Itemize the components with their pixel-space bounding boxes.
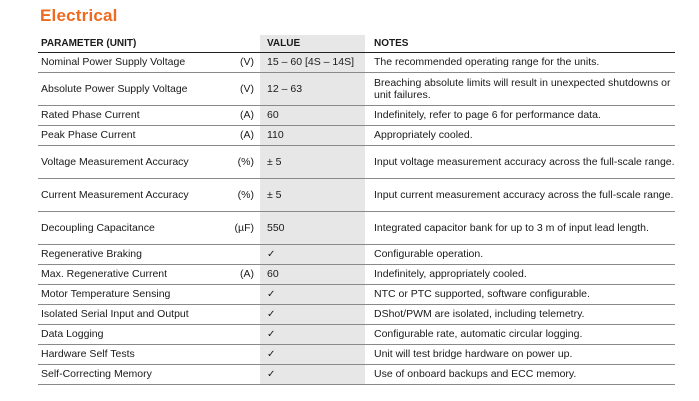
parameter-cell: Voltage Measurement Accuracy <box>38 146 228 179</box>
parameter-cell: Absolute Power Supply Voltage <box>38 73 228 106</box>
value-cell <box>260 245 365 265</box>
parameter-cell: Decoupling Capacitance <box>38 212 228 245</box>
section-title: Electrical <box>40 6 118 25</box>
value-cell <box>260 305 365 325</box>
value-cell <box>260 325 365 345</box>
value-cell <box>260 285 365 305</box>
notes-cell: Configurable operation. <box>365 245 675 265</box>
header-value: VALUE <box>260 35 365 53</box>
notes-cell: The recommended operating range for the units. <box>365 53 675 73</box>
parameter-cell: Current Measurement Accuracy <box>38 179 228 212</box>
table-row <box>38 345 675 365</box>
notes-cell: Indefinitely, appropriately cooled. <box>365 265 675 285</box>
unit-cell: (A) <box>228 265 260 285</box>
parameter-cell: Nominal Power Supply Voltage <box>38 53 228 73</box>
notes-cell: DShot/PWM are isolated, including telemetry. <box>365 305 675 325</box>
value-cell: ± 5 <box>260 146 365 179</box>
notes-cell: Integrated capacitor bank for up to 3 m of input lead length. <box>365 212 675 245</box>
value-cell: 60 <box>260 106 365 126</box>
value-cell: 550 <box>260 212 365 245</box>
parameter-cell: Data Logging <box>38 325 228 345</box>
unit-cell <box>228 345 260 365</box>
value-cell: 15 – 60 [4S – 14S] <box>260 53 365 73</box>
parameter-cell: Regenerative Braking <box>38 245 228 265</box>
notes-cell: NTC or PTC supported, software configurable. <box>365 285 675 305</box>
checkmark-icon: ✓ <box>267 328 276 340</box>
checkmark-icon: ✓ <box>267 368 276 380</box>
notes-cell: Indefinitely, refer to page 6 for performance data. <box>365 106 675 126</box>
parameter-cell: Rated Phase Current <box>38 106 228 126</box>
table-row <box>38 265 675 285</box>
value-cell: 12 – 63 <box>260 73 365 106</box>
checkmark-icon: ✓ <box>267 348 276 360</box>
notes-cell: Breaching absolute limits will result in unexpected shutdowns or unit failures. <box>365 73 675 106</box>
table-row <box>38 179 675 212</box>
unit-cell: (A) <box>228 126 260 146</box>
checkmark-icon: ✓ <box>267 308 276 320</box>
notes-cell: Use of onboard backups and ECC memory. <box>365 365 675 385</box>
value-cell <box>260 365 365 385</box>
parameter-cell: Isolated Serial Input and Output <box>38 305 228 325</box>
notes-cell: Appropriately cooled. <box>365 126 675 146</box>
notes-cell: Input voltage measurement accuracy across the full-scale range. <box>365 146 675 179</box>
table-row <box>38 365 675 385</box>
table-header-row <box>38 35 675 53</box>
table-row <box>38 53 675 73</box>
checkmark-icon: ✓ <box>267 248 276 260</box>
value-cell <box>260 345 365 365</box>
unit-cell <box>228 365 260 385</box>
value-cell: ± 5 <box>260 179 365 212</box>
unit-cell <box>228 325 260 345</box>
notes-cell: Configurable rate, automatic circular logging. <box>365 325 675 345</box>
table-row <box>38 305 675 325</box>
table-row <box>38 73 675 106</box>
unit-cell: (V) <box>228 73 260 106</box>
table-row <box>38 212 675 245</box>
table-row <box>38 146 675 179</box>
notes-cell: Input current measurement accuracy across the full-scale range. <box>365 179 675 212</box>
unit-cell <box>228 305 260 325</box>
parameter-cell: Hardware Self Tests <box>38 345 228 365</box>
checkmark-icon: ✓ <box>267 288 276 300</box>
value-cell: 110 <box>260 126 365 146</box>
header-notes: NOTES <box>365 35 675 53</box>
parameter-cell: Peak Phase Current <box>38 126 228 146</box>
table-row <box>38 285 675 305</box>
table-row <box>38 126 675 146</box>
table-row <box>38 245 675 265</box>
unit-cell: (A) <box>228 106 260 126</box>
notes-cell: Unit will test bridge hardware on power up. <box>365 345 675 365</box>
electrical-spec-table <box>38 35 675 385</box>
parameter-cell: Self-Correcting Memory <box>38 365 228 385</box>
parameter-cell: Max. Regenerative Current <box>38 265 228 285</box>
value-cell: 60 <box>260 265 365 285</box>
unit-cell: (V) <box>228 53 260 73</box>
unit-cell <box>228 285 260 305</box>
parameter-cell: Motor Temperature Sensing <box>38 285 228 305</box>
unit-cell: (µF) <box>228 212 260 245</box>
table-row <box>38 325 675 345</box>
unit-cell: (%) <box>228 179 260 212</box>
spec-sheet <box>38 35 675 385</box>
header-parameter: PARAMETER (UNIT) <box>38 35 260 53</box>
unit-cell <box>228 245 260 265</box>
table-row <box>38 106 675 126</box>
unit-cell: (%) <box>228 146 260 179</box>
